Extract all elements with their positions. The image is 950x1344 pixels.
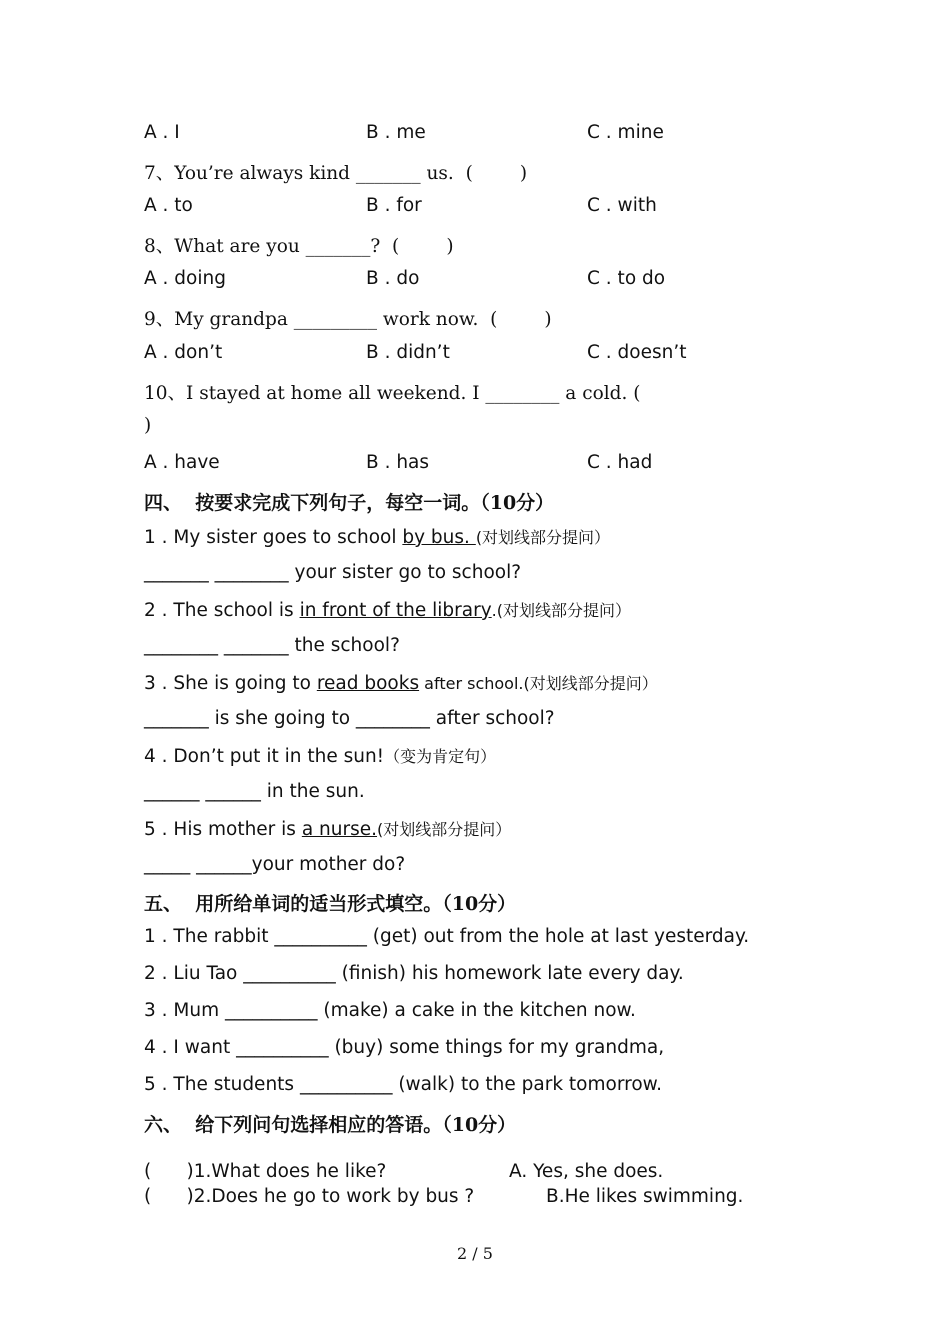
question-10-stem-cont: ) [144, 415, 152, 436]
question-8-stem: 8、What are you _______? ( ) [144, 236, 454, 257]
s5-item-3: 3 . Mum __________ (make) a cake in the kitchen now. [144, 1000, 636, 1021]
s4-item-4: 4 . Don’t put it in the sun!（变为肯定句） [144, 746, 497, 767]
s5-item-5: 5 . The students __________ (walk) to the park tomorrow. [144, 1074, 662, 1095]
section-4-title: 四、 按要求完成下列句子，每空一词。（10分） [144, 492, 555, 514]
q10-option-a: A . have [144, 452, 220, 473]
s6-answer-a: A. Yes, she does. [509, 1161, 664, 1182]
s6-answer-b: B.He likes swimming. [546, 1186, 744, 1207]
s4-answer-5: _____ ______your mother do? [144, 854, 406, 875]
s6-question-1: ( )1.What does he like? [144, 1161, 387, 1182]
q7-option-a: A . to [144, 195, 193, 216]
s4-answer-4: ______ ______ in the sun. [144, 781, 365, 802]
q9-option-a: A . don’t [144, 342, 223, 363]
q5-option-a: A . I [144, 122, 180, 143]
q8-option-a: A . doing [144, 268, 226, 289]
section-5-title: 五、 用所给单词的适当形式填空。（10分） [144, 893, 517, 915]
q5-option-c: C . mine [587, 122, 664, 143]
s4-item-2: 2 . The school is in front of the library.(对划线部分提问） [144, 600, 632, 621]
q7-option-b: B . for [366, 195, 422, 216]
s4-item-3: 3 . She is going to read books after school.(对划线部分提问） [144, 673, 658, 694]
q10-option-b: B . has [366, 452, 430, 473]
s4-item-5: 5 . His mother is a nurse.(对划线部分提问） [144, 819, 512, 840]
page-number: 2 / 5 [457, 1244, 493, 1263]
q10-option-c: C . had [587, 452, 653, 473]
q9-option-c: C . doesn’t [587, 342, 687, 363]
s4-answer-1: _______ ________ your sister go to school? [144, 562, 522, 583]
s6-question-2: ( )2.Does he go to work by bus ? [144, 1186, 475, 1207]
q8-option-c: C . to do [587, 268, 666, 289]
q7-option-c: C . with [587, 195, 657, 216]
question-9-stem: 9、My grandpa _________ work now. ( ) [144, 309, 552, 330]
s4-item-1: 1 . My sister goes to school by bus. (对划线部分提问） [144, 527, 611, 548]
s4-answer-3: _______ is she going to ________ after school? [144, 708, 555, 729]
question-7-stem: 7、You’re always kind _______ us. ( ) [144, 163, 528, 184]
section-6-title: 六、 给下列问句选择相应的答语。（10分） [144, 1114, 517, 1136]
q5-option-b: B . me [366, 122, 426, 143]
s5-item-1: 1 . The rabbit __________ (get) out from the hole at last yesterday. [144, 926, 750, 947]
s5-item-4: 4 . I want __________ (buy) some things for my grandma, [144, 1037, 665, 1058]
q8-option-b: B . do [366, 268, 420, 289]
s4-answer-2: ________ _______ the school? [144, 635, 400, 656]
s5-item-2: 2 . Liu Tao __________ (finish) his homework late every day. [144, 963, 684, 984]
question-10-stem: 10、I stayed at home all weekend. I ________ a cold. ( [144, 383, 641, 404]
q9-option-b: B . didn’t [366, 342, 450, 363]
